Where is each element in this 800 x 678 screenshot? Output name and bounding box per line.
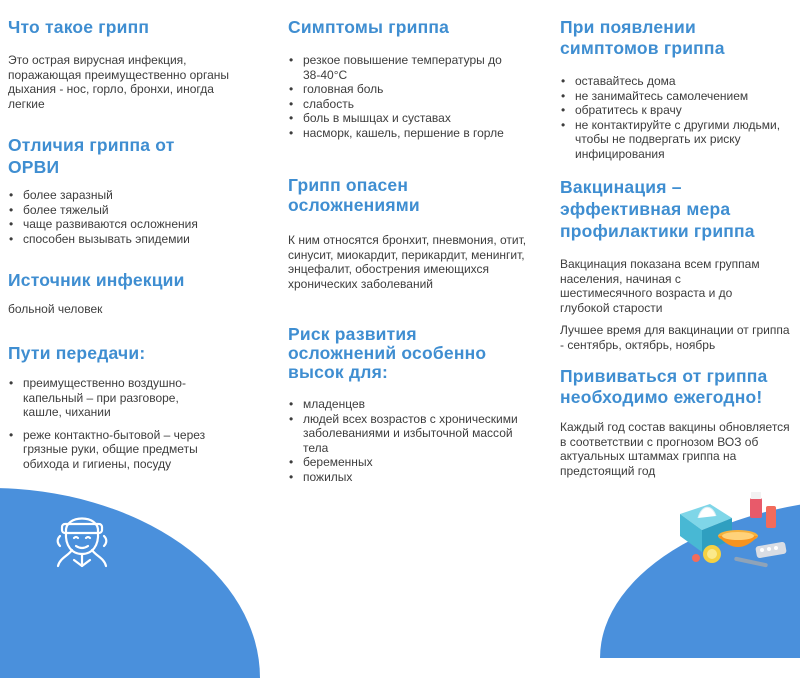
list-item: • насморк, кашель, першение в горле	[288, 126, 518, 141]
list-item: • головная боль	[288, 82, 518, 97]
heading-yearly-line1: Прививаться от гриппа	[560, 366, 768, 386]
list-item: • преимущественно воздушно-капельный – при разговоре, кашле, чихании	[8, 376, 213, 420]
list-item: • людей всех возрастов с хроническими заболеваниями и избыточной массой тела	[288, 412, 528, 456]
heading-flu-vs-arvi-line2: ОРВИ	[8, 157, 60, 177]
decorative-wave-left	[0, 488, 260, 678]
list-item: • пожилых	[288, 470, 528, 485]
sick-person-icon	[48, 502, 116, 572]
list-risk-groups	[288, 397, 528, 484]
list-what-to-do	[560, 74, 792, 161]
list-item: • более заразный	[8, 188, 263, 203]
heading-risk-line2: осложнений особенно	[288, 343, 487, 363]
list-item: • обратитесь к врачу	[560, 103, 792, 118]
heading-flu-vs-arvi-line1: Отличия гриппа от	[8, 135, 175, 155]
heading-risk-line3: высок для:	[288, 362, 389, 382]
list-item: • слабость	[288, 97, 518, 112]
heading-transmission: Пути передачи:	[8, 343, 146, 363]
heading-risk-line1: Риск развития	[288, 324, 417, 344]
list-item: • младенцев	[288, 397, 528, 412]
list-item: • оставайтесь дома	[560, 74, 792, 89]
heading-vaccination-line3: профилактики гриппа	[560, 221, 755, 241]
heading-what-is-flu: Что такое грипп	[8, 17, 150, 37]
text-vaccination-groups: Вакцинация показана всем группам населения, начиная с шестимесячного возраста и до глубокой старости	[560, 257, 760, 315]
list-flu-differences	[8, 188, 263, 246]
heading-yearly-line2: необходимо ежегодно!	[560, 387, 763, 407]
list-transmission	[8, 376, 243, 471]
list-item: • более тяжелый	[8, 203, 263, 218]
list-item: • чаще развиваются осложнения	[8, 217, 263, 232]
list-item: • не занимайтесь самолечением	[560, 89, 792, 104]
list-item: • реже контактно-бытовой – через грязные руки, общие предметы обихода и гигиены, посуду	[8, 428, 243, 472]
heading-infection-source: Источник инфекции	[8, 270, 185, 290]
list-item: • не контактируйте с другими людьми, чтобы не подвергать их риску инфицирования	[560, 118, 792, 162]
text-complications: К ним относятся бронхит, пневмония, отит, синусит, миокардит, перикардит, менингит, энцефалит, обострения имеющихся хронических заболеваний	[288, 233, 527, 291]
heading-complications-line2: осложнениями	[288, 195, 420, 215]
heading-symptoms: Симптомы гриппа	[288, 17, 450, 37]
list-symptoms	[288, 53, 518, 140]
text-vaccination-time: Лучшее время для вакцинации от гриппа - сентябрь, октябрь, ноябрь	[560, 323, 790, 352]
heading-vaccination-line2: эффективная мера	[560, 199, 731, 219]
list-item: • способен вызывать эпидемии	[8, 232, 263, 247]
list-item: • беременных	[288, 455, 528, 470]
heading-when-symptoms-line1: При появлении	[560, 17, 696, 37]
heading-complications-line1: Грипп опасен	[288, 175, 409, 195]
text-what-is-flu: Это острая вирусная инфекция, поражающая преимущественно органы дыхания - нос, горло, бронхи, иногда легкие	[8, 53, 230, 111]
list-item: • боль в мышцах и суставах	[288, 111, 518, 126]
text-infection-source: больной человек	[8, 302, 103, 316]
medicine-illustration-icon	[676, 484, 798, 575]
heading-when-symptoms-line2: симптомов гриппа	[560, 38, 725, 58]
list-item: • резкое повышение температуры до 38-40°С	[288, 53, 518, 82]
text-yearly-vaccination: Каждый год состав вакцины обновляется в соответствии с прогнозом ВОЗ об актуальных штаммах гриппа на предстоящий год	[560, 420, 790, 478]
heading-vaccination-line1: Вакцинация –	[560, 177, 682, 197]
